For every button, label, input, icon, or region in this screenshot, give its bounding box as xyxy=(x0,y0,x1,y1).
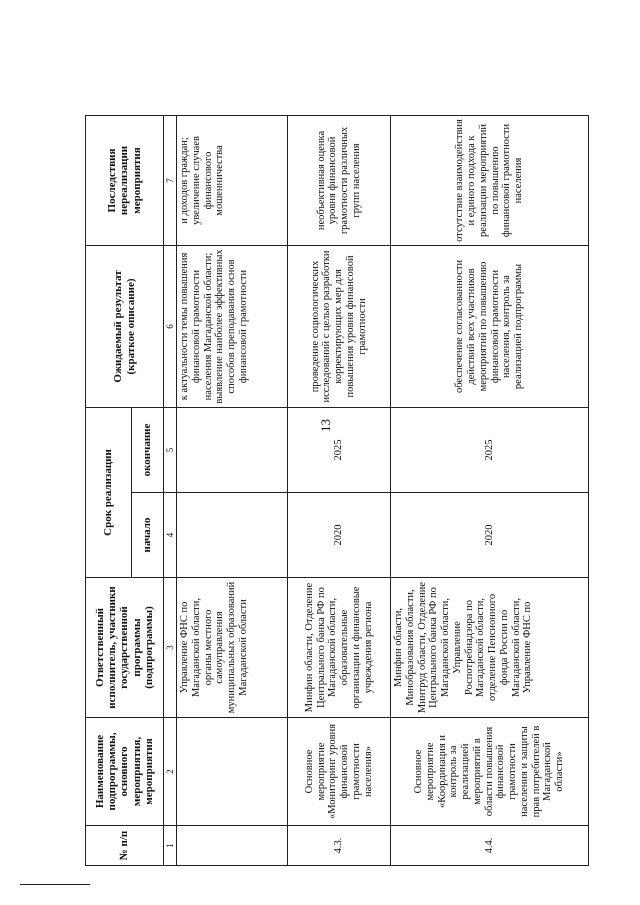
footer-rule xyxy=(20,884,90,885)
col-number-2: 2 xyxy=(164,718,177,826)
row-name: Основное мероприятие «Мониторинг уровня финансовой грамотности населения» xyxy=(288,718,391,826)
row-name: Основное мероприятие «Координация и контроль за реализацией мероприятий в области повышения финансовой грамотности населения и защиты прав потребителей в Магаданской области» xyxy=(391,718,589,826)
row-start: 2020 xyxy=(391,493,589,578)
row-end: 2025 xyxy=(288,407,391,492)
row-start: 2020 xyxy=(288,493,391,578)
row-num: 4.4. xyxy=(391,826,589,866)
col-number-4: 4 xyxy=(164,493,177,578)
header-start: начало xyxy=(132,493,164,578)
header-period: Срок реализации xyxy=(86,407,132,577)
table-row xyxy=(288,115,391,865)
row-responsible: Минфин области, Минобразования области, Минтруд области, Отделение Центрального банка РФ по Магаданской области, Управление Роспотребнадзора по Магаданской области, отделение Пенсионного фонда России по Магаданской области, Управление ФНС по xyxy=(391,578,589,718)
header-result: Ожидаемый результат (краткое описание) xyxy=(86,245,164,407)
col-number-6: 6 xyxy=(164,245,177,407)
header-consequences: Последствия нереализации мероприятия xyxy=(86,115,164,245)
row-num xyxy=(177,826,288,866)
col-number-5: 5 xyxy=(164,407,177,492)
header-num: № п/п xyxy=(86,826,164,866)
row-consequences: отсутствие взаимодействия и единого подхода к реализации мероприятий по повышению финансовой грамотности населения xyxy=(391,115,589,245)
header-end: окончание xyxy=(132,407,164,492)
table-row xyxy=(177,115,288,865)
column-numbers-row xyxy=(164,115,177,865)
row-result: проведение социологических исследований с целью разработки корректирующих мер для повышения уровня финансовой грамотности xyxy=(288,245,391,407)
row-consequences: и доходов граждан; увеличение случаев финансового мошенничества xyxy=(177,115,288,245)
row-end xyxy=(177,407,288,492)
program-activities-table xyxy=(85,115,589,866)
header-row xyxy=(86,115,132,865)
row-result: обеспечение согласованности действий всех участников мероприятий по повышению финансовой грамотности населения, контроль за реализацией подпрограммы xyxy=(391,245,589,407)
col-number-1: 1 xyxy=(164,826,177,866)
row-num: 4.3. xyxy=(288,826,391,866)
row-responsible: Минфин области, Отделение Центрального банка РФ по Магаданской области, образовательные организации и финансовые учреждения региона xyxy=(288,578,391,718)
row-end: 2025 xyxy=(391,407,589,492)
row-start xyxy=(177,493,288,578)
table-row xyxy=(391,115,589,865)
row-consequences: необъективная оценка уровня финансовой грамотности различных групп населения xyxy=(288,115,391,245)
row-result: к актуальности темы повышения финансовой грамотности населения Магаданской области; выявление наиболее эффективных способов преподавания основ финансовой грамотности xyxy=(177,245,288,407)
header-responsible: Ответственный исполнитель, участники государственной программы (подпрограммы) xyxy=(86,578,164,718)
rotated-table-container xyxy=(85,116,587,866)
header-name: Наименование подпрограммы, основного мероприятия, мероприятия xyxy=(86,718,164,826)
page-number: 13 xyxy=(318,419,333,432)
row-responsible: Управление ФНС по Магаданской области, органы местного самоуправления муниципальных образований Магаданской области xyxy=(177,578,288,718)
row-name xyxy=(177,718,288,826)
col-number-3: 3 xyxy=(164,578,177,718)
col-number-7: 7 xyxy=(164,115,177,245)
